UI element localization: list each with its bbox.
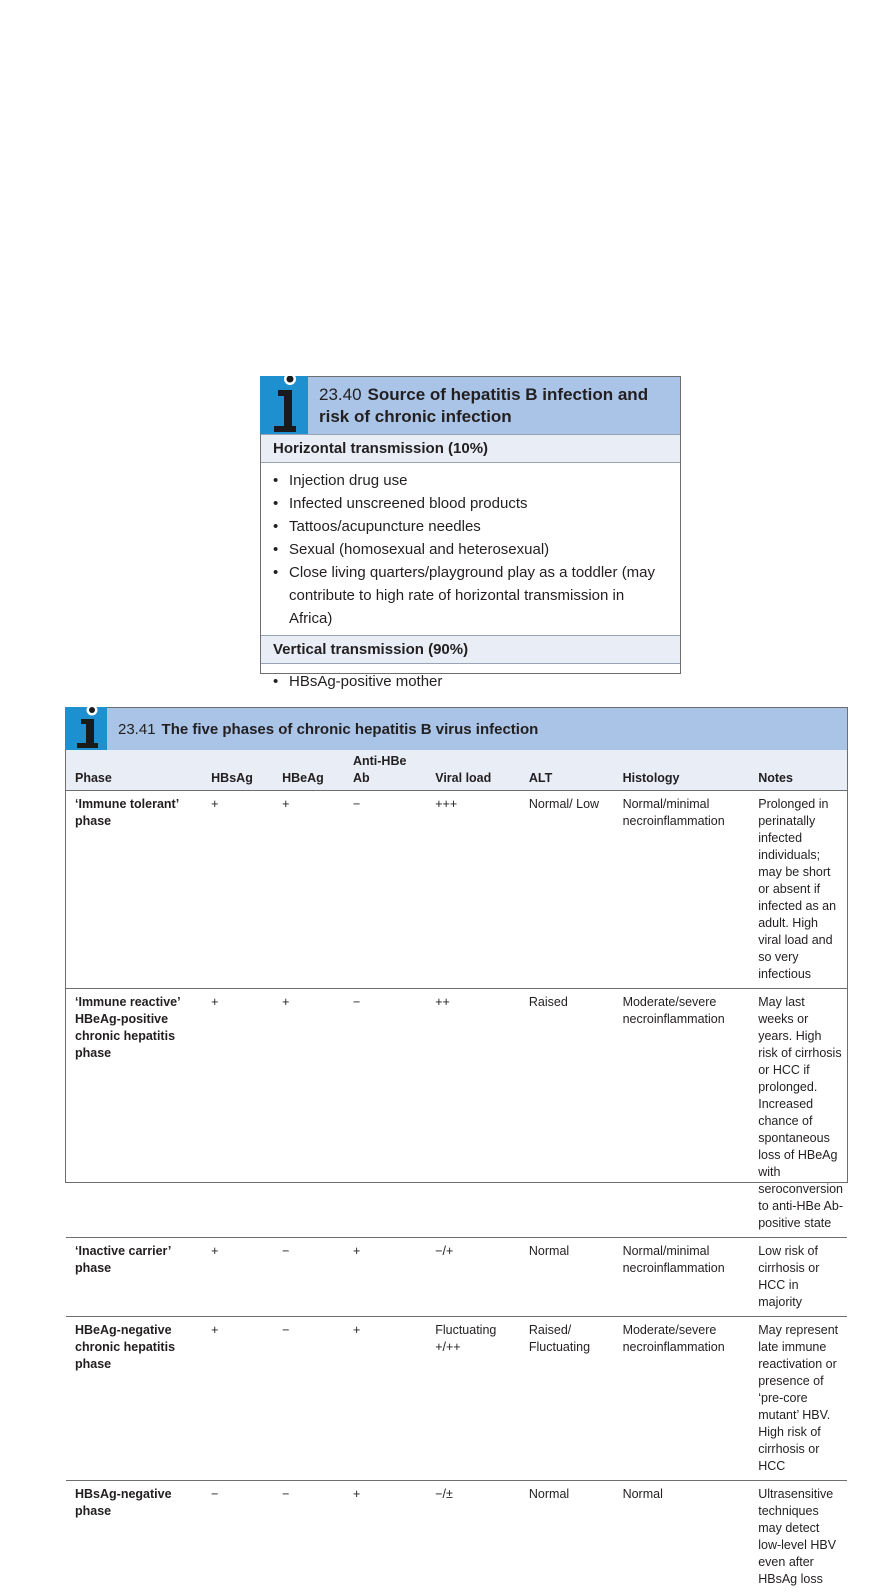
list-item: • Tattoos/acupuncture needles xyxy=(273,515,668,538)
column-header: ALT xyxy=(520,750,614,791)
histology-cell: Moderate/severe necroinflammation xyxy=(614,1317,750,1481)
box-title-text: The five phases of chronic hepatitis B virus infection xyxy=(162,721,539,738)
viral-load-cell: +++ xyxy=(426,791,520,989)
table-row xyxy=(66,1238,847,1317)
column-header: Histology xyxy=(614,750,750,791)
phase-cell: ‘Immune reactive’ HBeAg-positive chronic hepatitis phase xyxy=(66,989,202,1238)
section-heading-vertical: Vertical transmission (90%) xyxy=(261,635,680,664)
hbeag-cell: + xyxy=(273,791,344,989)
column-header: Phase xyxy=(66,750,202,791)
box-title xyxy=(118,719,538,741)
phase-cell: ‘Immune tolerant’ phase xyxy=(66,791,202,989)
alt-cell: Normal/ Low xyxy=(520,791,614,989)
hbsag-cell: − xyxy=(202,1481,273,1593)
hbeag-cell: − xyxy=(273,1481,344,1593)
list-item: • HBsAg-positive mother xyxy=(273,670,668,693)
alt-cell: Raised xyxy=(520,989,614,1238)
alt-cell: Normal xyxy=(520,1238,614,1317)
table-row xyxy=(66,1481,847,1593)
hbeag-cell: − xyxy=(273,1317,344,1481)
alt-cell: Raised/ Fluctuating xyxy=(520,1317,614,1481)
histology-cell: Moderate/severe necroinflammation xyxy=(614,989,750,1238)
box-23-41 xyxy=(65,707,848,1183)
list-item: • Injection drug use xyxy=(273,469,668,492)
phases-table xyxy=(66,750,847,1593)
hbsag-cell: + xyxy=(202,989,273,1238)
vertical-list xyxy=(261,664,680,698)
table-row xyxy=(66,791,847,989)
viral-load-cell: −/+ xyxy=(426,1238,520,1317)
list-item: • Infected unscreened blood products xyxy=(273,492,668,515)
hbeag-cell: + xyxy=(273,989,344,1238)
histology-cell: Normal/minimal necroinflammation xyxy=(614,1238,750,1317)
box-number: 23.40 xyxy=(319,385,362,404)
box-title xyxy=(319,384,666,428)
phase-cell: HBsAg-negative phase xyxy=(66,1481,202,1593)
list-item: • Sexual (homosexual and heterosexual) xyxy=(273,538,668,561)
column-header: HBsAg xyxy=(202,750,273,791)
box-header xyxy=(261,377,680,434)
hbsag-cell: + xyxy=(202,1238,273,1317)
antihbe-cell: + xyxy=(344,1317,426,1481)
notes-cell: May represent late immune reactivation or presence of ‘pre-core mutant’ HBV. High risk of cirrhosis or HCC xyxy=(749,1317,847,1481)
column-header: Viral load xyxy=(426,750,520,791)
section-heading-horizontal: Horizontal transmission (10%) xyxy=(261,434,680,463)
horizontal-list xyxy=(261,463,680,635)
hbsag-cell: + xyxy=(202,1317,273,1481)
hbeag-cell: − xyxy=(273,1238,344,1317)
info-icon xyxy=(65,707,107,750)
antihbe-cell: − xyxy=(344,791,426,989)
box-header xyxy=(66,708,847,750)
table-row xyxy=(66,989,847,1238)
hbsag-cell: + xyxy=(202,791,273,989)
viral-load-cell: −/± xyxy=(426,1481,520,1593)
viral-load-cell: Fluctuating +/++ xyxy=(426,1317,520,1481)
alt-cell: Normal xyxy=(520,1481,614,1593)
antihbe-cell: + xyxy=(344,1481,426,1593)
notes-cell: Low risk of cirrhosis or HCC in majority xyxy=(749,1238,847,1317)
box-number: 23.41 xyxy=(118,721,156,738)
histology-cell: Normal/minimal necroinflammation xyxy=(614,791,750,989)
phase-cell: HBeAg-negative chronic hepatitis phase xyxy=(66,1317,202,1481)
column-header: HBeAg xyxy=(273,750,344,791)
notes-cell: May last weeks or years. High risk of cirrhosis or HCC if prolonged. Increased chance of spontaneous loss of HBeAg with seroconversion to anti-HBe Ab-positive state xyxy=(749,989,847,1238)
info-icon xyxy=(260,376,308,434)
histology-cell: Normal xyxy=(614,1481,750,1593)
notes-cell: Prolonged in perinatally infected individuals; may be short or absent if infected as an adult. High viral load and so very infectious xyxy=(749,791,847,989)
column-header: Notes xyxy=(749,750,847,791)
box-23-40 xyxy=(260,376,681,674)
phase-cell: ‘Inactive carrier’ phase xyxy=(66,1238,202,1317)
column-header: Anti-HBe Ab xyxy=(344,750,426,791)
table-row xyxy=(66,1317,847,1481)
list-item: • Close living quarters/playground play as a toddler (may contribute to high rate of horizontal transmission in Africa) xyxy=(273,561,668,630)
viral-load-cell: ++ xyxy=(426,989,520,1238)
antihbe-cell: − xyxy=(344,989,426,1238)
notes-cell: Ultrasensitive techniques may detect low-level HBV even after HBsAg loss xyxy=(749,1481,847,1593)
table-header-row xyxy=(66,750,847,791)
antihbe-cell: + xyxy=(344,1238,426,1317)
box-title-text: Source of hepatitis B infection and risk of chronic infection xyxy=(319,385,648,426)
